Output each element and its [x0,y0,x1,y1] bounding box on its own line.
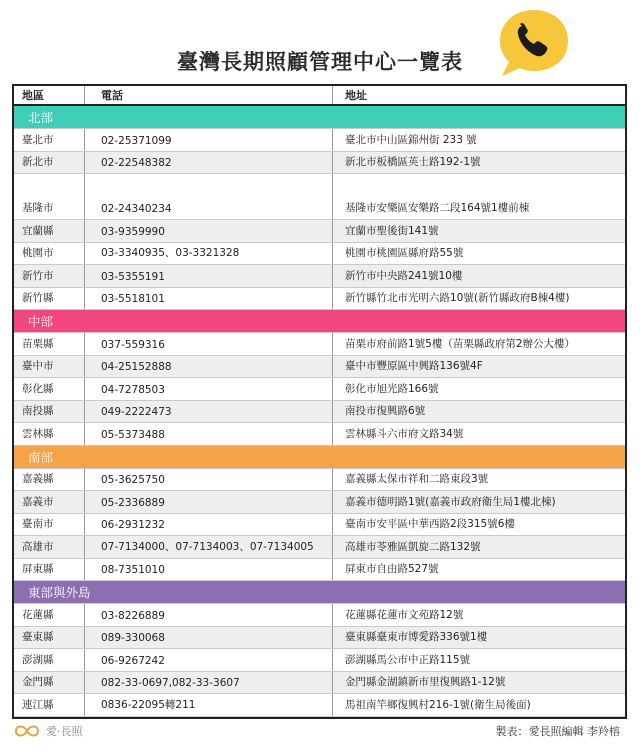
region-cell: 苗栗縣 [14,333,85,355]
brand-logo-icon [12,722,42,740]
region-band: 東部與外島 [14,581,625,604]
region-cell: 嘉義縣 [14,469,85,491]
phone-cell: 089-330068 [85,627,333,649]
phone-cell: 03-9359990 [85,220,333,242]
address-cell: 臺中市豐原區中興路136號4F [345,360,483,372]
phone-speech-bubble-icon [494,4,574,84]
region-cell: 臺中市 [14,356,85,378]
phone-cell: 082-33-0697,082-33-3607 [85,672,333,694]
region-cell: 屏東縣 [14,559,85,581]
table-row [14,288,625,311]
table-row [14,220,625,243]
footer-credit: 製表：愛長照編輯 李羚榕 [495,725,620,738]
table-row [14,514,625,537]
address-cell: 嘉義縣太保市祥和二路東段3號 [345,473,489,485]
address-cell: 高雄市苓雅區凱旋二路132號 [345,540,481,553]
phone-cell: 06-2931232 [85,514,333,536]
table-row [14,174,625,220]
address-cell: 臺東縣臺東市博愛路336號1樓 [345,631,488,643]
table-body [14,106,625,717]
phone-cell: 037-559316 [85,333,333,355]
address-cell: 屏東市自由路527號 [345,563,439,575]
region-cell: 新北市 [14,152,85,174]
region-cell: 南投縣 [14,401,85,423]
table-row [14,559,625,582]
table-row [14,401,625,424]
phone-cell: 07-7134000、07-7134003、07-7134005 [85,536,333,558]
table-row [14,469,625,492]
address-cell: 新北市板橋區英士路192-1號 [345,156,481,168]
table-row [14,265,625,288]
table-row [14,627,625,650]
table-row [14,604,625,627]
address-cell: 基隆市安樂區安樂路二段164號1樓前棟 [345,202,530,214]
table-row [14,491,625,514]
directory-table [12,84,627,719]
address-cell: 宜蘭市聖後街141號 [345,224,439,237]
address-cell: 新竹縣竹北市光明六路10號(新竹縣政府B棟4樓) [345,292,570,304]
phone-cell: 05-5373488 [85,423,333,445]
logo-text: 愛‧長照 [46,725,83,738]
table-row [14,129,625,152]
region-cell: 桃園市 [14,243,85,265]
page-title: 臺灣長期照顧管理中心一覽表 [177,50,463,74]
region-cell: 雲林縣 [14,423,85,445]
address-cell: 桃園市桃園區縣府路55號 [345,247,464,259]
phone-cell: 04-25152888 [85,356,333,378]
address-cell: 花蓮縣花蓮市文苑路12號 [345,608,464,621]
header-address: 地址 [345,89,367,102]
region-cell: 高雄市 [14,536,85,558]
phone-cell: 0836-22095轉211 [85,694,333,716]
address-cell: 澎湖縣馬公市中正路115號 [345,653,471,666]
phone-cell: 03-3340935、03-3321328 [85,243,333,265]
region-cell: 金門縣 [14,672,85,694]
address-cell: 臺南市安平區中華西路2段315號6樓 [345,518,515,530]
address-cell: 新竹市中央路241號10樓 [345,269,463,282]
phone-cell: 049-2222473 [85,401,333,423]
phone-cell: 02-25371099 [85,129,333,151]
region-band: 南部 [14,446,625,469]
table-row [14,649,625,672]
region-cell: 花蓮縣 [14,604,85,626]
region-band: 中部 [14,310,625,333]
address-cell: 馬祖南竿鄉復興村216-1號(衛生局後面) [345,698,531,711]
table-row [14,333,625,356]
table-row [14,356,625,379]
table-row [14,152,625,175]
address-cell: 臺北市中山區錦州街 233 號 [345,133,477,146]
table-header [14,86,625,106]
region-cell: 臺東縣 [14,627,85,649]
phone-cell: 02-24340234 [85,174,333,219]
region-cell: 嘉義市 [14,491,85,513]
address-cell: 嘉義市德明路1號(嘉義市政府衛生局1樓北棟) [345,495,556,508]
region-cell: 連江縣 [14,694,85,716]
address-cell: 雲林縣斗六市府文路34號 [345,427,464,440]
phone-cell: 05-3625750 [85,469,333,491]
phone-cell: 06-9267242 [85,649,333,671]
table-row [14,536,625,559]
region-cell: 宜蘭縣 [14,220,85,242]
address-cell: 南投市復興路6號 [345,405,426,417]
table-row [14,243,625,266]
table-row [14,423,625,446]
address-cell: 彰化市旭光路166號 [345,382,439,395]
table-row [14,694,625,717]
phone-cell: 03-8226889 [85,604,333,626]
region-cell: 臺北市 [14,129,85,151]
header-phone: 電話 [85,86,333,104]
table-row [14,672,625,695]
header-region: 地區 [14,86,85,104]
phone-cell: 05-2336889 [85,491,333,513]
region-band: 北部 [14,106,625,129]
footer-logo [12,722,83,740]
address-cell: 苗栗市府前路1號5樓（苗栗縣政府第2辦公大樓） [345,337,576,350]
phone-cell: 03-5518101 [85,288,333,310]
region-cell: 臺南市 [14,514,85,536]
phone-cell: 08-7351010 [85,559,333,581]
table-row [14,378,625,401]
address-cell: 金門縣金湖鎮新市里復興路1-12號 [345,676,506,688]
phone-cell: 04-7278503 [85,378,333,400]
region-cell: 彰化縣 [14,378,85,400]
phone-cell: 02-22548382 [85,152,333,174]
region-cell: 基隆市 [14,174,85,219]
phone-cell: 03-5355191 [85,265,333,287]
region-cell: 新竹市 [14,265,85,287]
region-cell: 新竹縣 [14,288,85,310]
region-cell: 澎湖縣 [14,649,85,671]
